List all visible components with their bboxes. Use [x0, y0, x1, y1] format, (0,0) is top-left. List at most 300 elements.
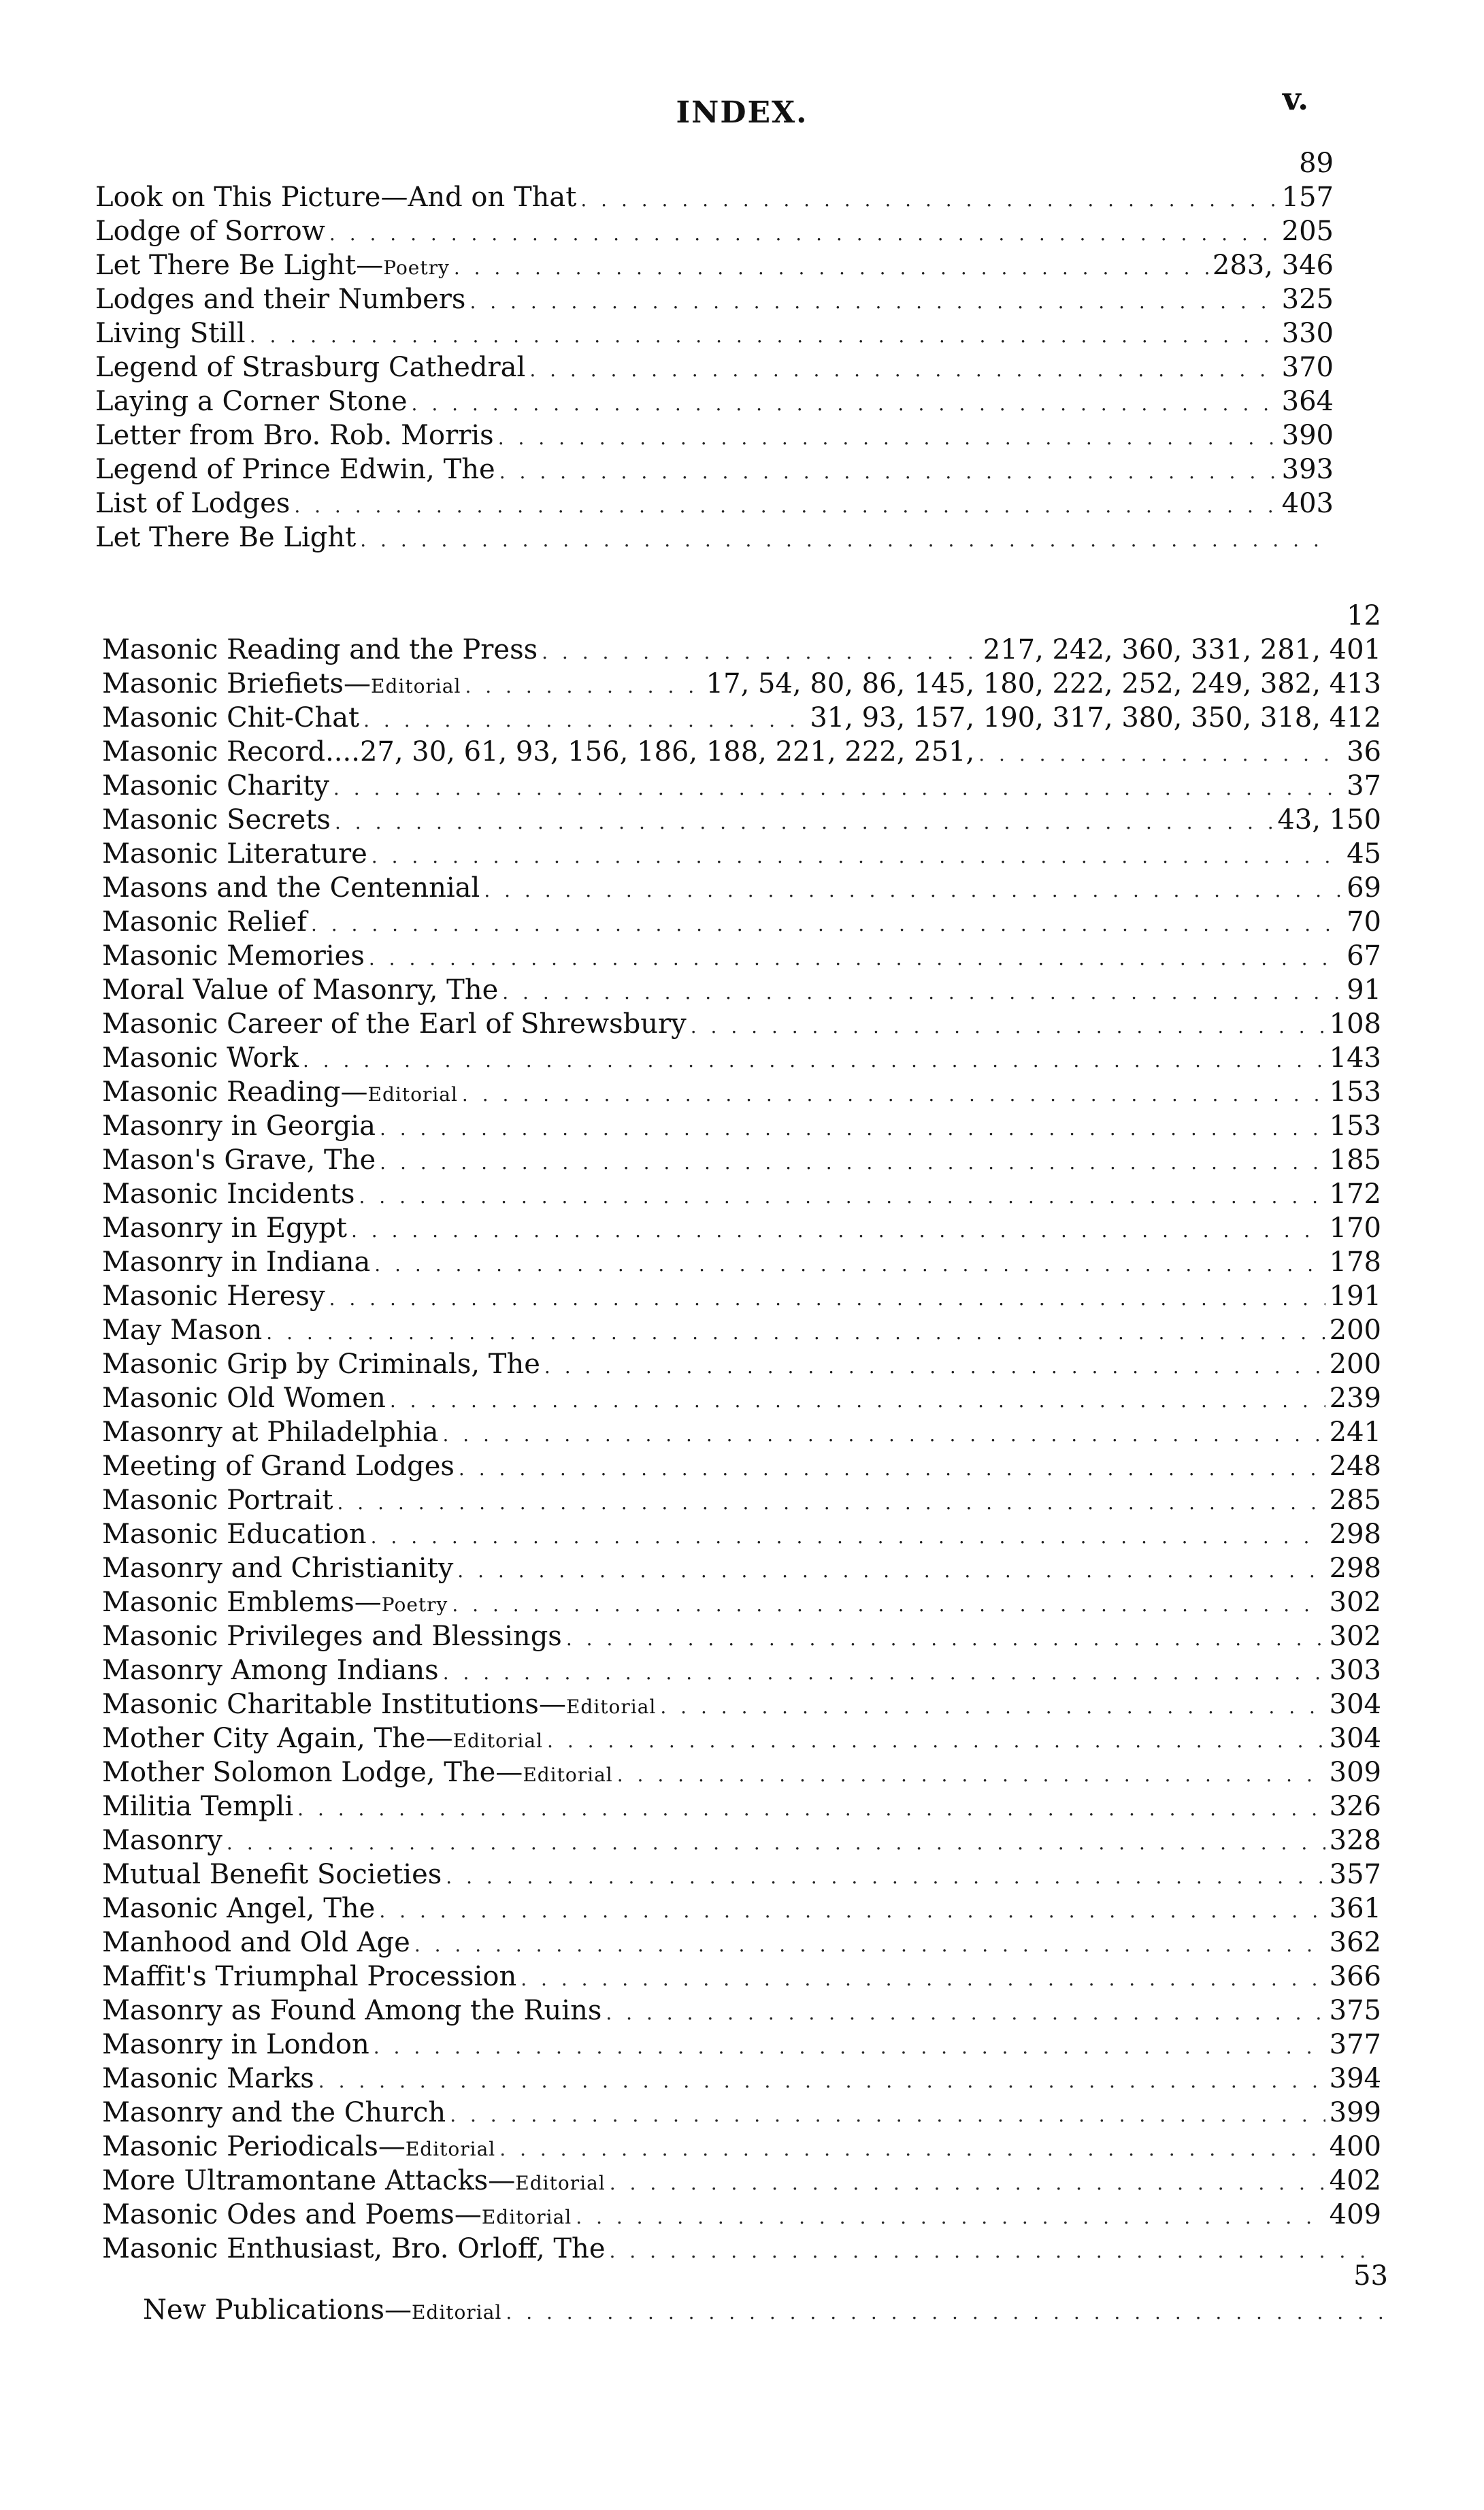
entry-title [102, 1517, 367, 1551]
entry-pages: 400 [1329, 2131, 1381, 2162]
index-entry [102, 1926, 1381, 1960]
entry-title-text: Masonic Incidents [102, 1178, 355, 1210]
entry-title-text: Legend of Prince Edwin, The [95, 454, 495, 485]
index-entry [102, 871, 1381, 905]
index-entry [102, 1755, 1381, 1789]
index-entry [102, 1245, 1381, 1279]
entry-title-text: Laying a Corner Stone [95, 386, 408, 417]
dot-leader [691, 1010, 1325, 1044]
entry-title [102, 1143, 376, 1177]
entry-title [102, 1041, 299, 1075]
dot-leader [414, 1928, 1325, 1962]
dot-leader [351, 1214, 1325, 1248]
entry-pages: 43, 150 [1277, 804, 1381, 836]
entry-pages: 298 [1329, 1553, 1381, 1584]
entry-tag: Editorial [371, 675, 461, 697]
dot-leader [529, 353, 1277, 387]
entry-tag: Poetry [383, 257, 450, 279]
entry-title [102, 1857, 442, 1892]
index-entry [95, 282, 1334, 316]
entry-title-text: Masonic Literature [102, 838, 367, 870]
entry-title-text: Maffit's Triumphal Procession [102, 1961, 517, 1992]
entry-title-text: Masonry as Found Among the Ruins [102, 1995, 602, 2026]
entry-title [102, 803, 331, 837]
entry-title-text: List of Lodges [95, 488, 291, 519]
entry-title-text: Masonic Grip by Criminals, The [102, 1349, 540, 1380]
index-entry [102, 769, 1381, 803]
index-entry [102, 1381, 1381, 1415]
index-entry [102, 735, 1381, 769]
index-entry [102, 1721, 1381, 1755]
index-entry [102, 633, 1381, 667]
index-entry [102, 1517, 1381, 1551]
dot-leader [454, 251, 1208, 285]
entry-title-text: Masonic Work [102, 1042, 299, 1074]
entry-title [102, 633, 538, 667]
entry-title-text: Masonic Heresy [102, 1281, 325, 1312]
entry-title-text: Masonry and Christianity [102, 1553, 454, 1584]
entry-title [102, 2164, 606, 2200]
index-entry [102, 1960, 1381, 1994]
entry-pages: 330 [1281, 318, 1334, 349]
entry-title [102, 1823, 222, 1857]
entry-tag: Editorial [452, 1730, 544, 1752]
dot-leader [374, 1248, 1325, 1282]
dot-leader [443, 1656, 1325, 1690]
index-entry [102, 803, 1381, 837]
index-entry [102, 1892, 1381, 1926]
index-entry [102, 1994, 1381, 2028]
page-title: INDEX. [676, 95, 808, 130]
entry-title [102, 1415, 438, 1449]
dot-leader [452, 1588, 1325, 1622]
entry-pages: 402 [1329, 2165, 1381, 2196]
entry-pages: 200 [1329, 1349, 1381, 1380]
dot-leader [576, 2200, 1325, 2234]
entry-title-text: New Publications— [143, 2294, 412, 2326]
entry-pages: 393 [1281, 454, 1334, 485]
entry-pages: 370 [1281, 352, 1334, 383]
entry-title [102, 1449, 455, 1483]
index-entry [102, 1415, 1381, 1449]
entry-title [102, 1075, 458, 1112]
entry-title [95, 418, 494, 452]
entry-title [95, 521, 356, 555]
entry-pages: 390 [1281, 420, 1334, 451]
entry-pages: 91 [1347, 974, 1381, 1006]
entry-pages: 241 [1329, 1417, 1381, 1448]
entry-pages: 304 [1329, 1723, 1381, 1754]
entry-tag: Editorial [523, 1764, 613, 1786]
entry-tag: Editorial [367, 1083, 458, 1106]
entry-pages: 285 [1329, 1485, 1381, 1516]
entry-pages: 303 [1329, 1655, 1381, 1686]
entry-title-text: Lodge of Sorrow [95, 216, 325, 247]
entry-pages: 239 [1329, 1383, 1381, 1414]
entry-title [102, 837, 367, 871]
dot-leader [521, 1962, 1325, 1996]
entry-title [102, 667, 461, 704]
dot-leader [457, 1554, 1325, 1588]
dot-leader [369, 942, 1342, 976]
dot-leader [498, 421, 1278, 455]
entry-pages: 205 [1281, 216, 1334, 247]
index-entry [95, 350, 1334, 384]
entry-title-text: Masonic Privileges and Blessings [102, 1621, 562, 1652]
entry-title-text: Let There Be Light— [95, 250, 384, 281]
index-entry [102, 1551, 1381, 1585]
entry-pages: 185 [1329, 1144, 1381, 1176]
entry-pages: 403 [1281, 488, 1334, 519]
entry-title-text: Masonry at Philadelphia [102, 1417, 439, 1448]
entry-title-text: Masonic Career of the Earl of Shrewsbury [102, 1008, 687, 1040]
entry-title-text: Mutual Benefit Societies [102, 1859, 442, 1890]
entry-title [143, 2293, 501, 2330]
dot-leader [544, 1350, 1325, 1384]
index-entry [102, 1687, 1381, 1721]
dot-leader [294, 489, 1277, 523]
index-entry [95, 316, 1334, 350]
index-entry [102, 2130, 1381, 2164]
entry-title [102, 735, 974, 769]
index-entry [95, 486, 1334, 521]
entry-title-text: Masonic Enthusiast, Bro. Orloff, The [102, 2233, 606, 2264]
dot-leader [412, 387, 1278, 421]
entry-pages: 69 [1347, 872, 1381, 904]
entry-title [102, 2028, 369, 2062]
dot-leader [335, 806, 1273, 840]
dot-leader [450, 2098, 1325, 2132]
entry-pages: 178 [1329, 1246, 1381, 1278]
index-entry [102, 1347, 1381, 1381]
entry-title-text: Masonic Emblems— [102, 1587, 382, 1618]
entry-title-text: Masonic Periodicals— [102, 2131, 406, 2162]
entry-title-text: Masonic Relief [102, 906, 307, 938]
entry-tag: Editorial [411, 2301, 502, 2324]
entry-title [102, 939, 365, 973]
dot-leader [359, 1180, 1325, 1214]
entry-title-text: Masonic Secrets [102, 804, 331, 836]
dot-leader [266, 1316, 1325, 1350]
entry-pages: 302 [1329, 1621, 1381, 1652]
index-entries [95, 180, 1334, 555]
section-first-page: 89 [1299, 148, 1334, 179]
entry-pages: 304 [1329, 1689, 1381, 1720]
entry-title [102, 769, 329, 803]
dot-leader [606, 1996, 1325, 2030]
entry-title [102, 1551, 453, 1585]
entry-title [102, 701, 359, 735]
index-entry [102, 1585, 1381, 1619]
entry-title [102, 1789, 293, 1823]
entry-title-text: Masons and the Centennial [102, 872, 480, 904]
entry-title [102, 2062, 314, 2096]
entry-title-text: Masonic Charitable Institutions— [102, 1689, 566, 1720]
entry-title [95, 180, 576, 214]
entry-pages: 298 [1329, 1519, 1381, 1550]
index-entry [102, 2198, 1381, 2232]
entry-title-text: Masonry in Indiana [102, 1246, 371, 1278]
index-entry [95, 384, 1334, 418]
entry-title-text: Look on This Picture—And on That [95, 182, 577, 213]
index-entry [102, 1143, 1381, 1177]
entry-pages: 248 [1329, 1451, 1381, 1482]
dot-leader [318, 2064, 1325, 2098]
index-entry [102, 2096, 1381, 2130]
entry-title-text: Militia Templi [102, 1791, 294, 1822]
dot-leader [329, 217, 1278, 251]
entry-title-text: Masonic Marks [102, 2063, 314, 2094]
section-first-page: 12 [1347, 600, 1381, 631]
entry-title-text: Mother Solomon Lodge, The— [102, 1757, 523, 1788]
entry-pages: 302 [1329, 1587, 1381, 1618]
dot-leader [371, 1520, 1325, 1554]
index-section-m [102, 599, 1381, 2266]
entry-pages: 67 [1347, 940, 1381, 972]
entry-title-text: Mason's Grave, The [102, 1144, 376, 1176]
dot-leader [446, 1860, 1325, 1894]
entry-title-text: Mother City Again, The— [102, 1723, 453, 1754]
entry-title-text: Masonry [102, 1825, 222, 1856]
dot-leader [250, 319, 1278, 353]
entry-title [102, 1313, 262, 1347]
entry-title [95, 384, 408, 418]
index-entry [102, 1313, 1381, 1347]
dot-leader [617, 1758, 1325, 1792]
entry-title-text: Manhood and Old Age [102, 1927, 410, 1958]
entry-title [102, 1483, 333, 1517]
index-entry [102, 1211, 1381, 1245]
entry-pages: 170 [1329, 1212, 1381, 1244]
entry-title [102, 871, 480, 905]
entry-pages: 394 [1329, 2063, 1381, 2094]
entry-title [102, 2198, 572, 2234]
index-entry [102, 1449, 1381, 1483]
entry-title-text: Masonry in London [102, 2029, 369, 2060]
dot-leader [660, 1690, 1325, 1724]
entry-pages: 17, 54, 80, 86, 145, 180, 222, 252, 249, 382, 413 [706, 668, 1381, 699]
index-entry [102, 1177, 1381, 1211]
entry-pages: 375 [1329, 1995, 1381, 2026]
entry-title-text: Masonic Odes and Poems— [102, 2199, 482, 2230]
index-entry [102, 1109, 1381, 1143]
entry-pages: 357 [1329, 1859, 1381, 1890]
entry-pages: 309 [1329, 1757, 1381, 1788]
index-entry [102, 939, 1381, 973]
entry-title [102, 973, 498, 1007]
entry-title-text: Let There Be Light [95, 522, 357, 553]
index-entry [102, 2164, 1381, 2198]
entry-tag: Editorial [515, 2172, 606, 2194]
dot-leader [372, 840, 1342, 874]
dot-leader [506, 2296, 1384, 2330]
index-entry [95, 248, 1334, 282]
entry-title [102, 905, 307, 939]
entry-title-text: Masonic Angel, The [102, 1893, 376, 1924]
entry-title-text: Masonic Chit-Chat [102, 702, 360, 733]
dot-leader [363, 704, 806, 738]
entry-title-text: Lodges and their Numbers [95, 284, 466, 315]
index-entry [102, 1653, 1381, 1687]
entry-title [102, 1926, 410, 1960]
dot-leader [459, 1452, 1325, 1486]
entry-title-text: Masonic Old Women [102, 1383, 386, 1414]
entry-title-text: Moral Value of Masonry, The [102, 974, 499, 1006]
entry-pages: 409 [1329, 2199, 1381, 2230]
entry-pages: 377 [1329, 2029, 1381, 2060]
entry-pages: 153 [1329, 1076, 1381, 1108]
index-entry [102, 1279, 1381, 1313]
entry-title [95, 282, 465, 316]
entry-title [102, 1279, 325, 1313]
dot-leader [610, 2166, 1325, 2200]
entry-pages: 172 [1329, 1178, 1381, 1210]
entry-title-text: Masonry and the Church [102, 2097, 446, 2128]
dot-leader [542, 635, 979, 670]
dot-leader [484, 874, 1342, 908]
entry-title-text: Masonic Portrait [102, 1485, 333, 1516]
dot-leader [227, 1826, 1325, 1860]
entry-pages: 283, 346 [1212, 250, 1334, 281]
index-entry [102, 2062, 1381, 2096]
index-entry [102, 973, 1381, 1007]
index-entry [102, 837, 1381, 871]
entry-title-text: Masonry in Georgia [102, 1110, 376, 1142]
index-section-n [143, 2259, 1388, 2327]
entry-title-text: Masonic Briefiets— [102, 668, 372, 699]
entry-title-text: Masonry Among Indians [102, 1655, 439, 1686]
dot-leader [580, 183, 1277, 217]
dot-leader [303, 1044, 1325, 1078]
dot-leader [311, 908, 1342, 942]
entry-title-text: Masonic Memories [102, 940, 365, 972]
entry-pages: 362 [1329, 1927, 1381, 1958]
entry-pages: 157 [1281, 182, 1334, 213]
index-entry [102, 1619, 1381, 1653]
entry-title-text: Legend of Strasburg Cathedral [95, 352, 526, 383]
entry-title [102, 1994, 601, 2028]
entry-title [102, 1687, 656, 1724]
entry-title [102, 1109, 376, 1143]
entry-title-text: Masonic Reading and the Press [102, 634, 538, 665]
entry-pages: 217, 242, 360, 331, 281, 401 [983, 634, 1381, 665]
entry-pages: 325 [1281, 284, 1334, 315]
entry-pages: 361 [1329, 1893, 1381, 1924]
index-section-l [95, 146, 1334, 555]
index-entry [95, 452, 1334, 486]
entry-title [102, 1619, 562, 1653]
section-first-page: 53 [1353, 2260, 1388, 2292]
entry-pages: 143 [1329, 1042, 1381, 1074]
entry-title [102, 1245, 370, 1279]
entry-title [102, 2096, 446, 2130]
dot-leader [502, 976, 1342, 1010]
dot-leader [379, 1894, 1325, 1928]
entry-title [95, 316, 246, 350]
index-entry [102, 701, 1381, 735]
dot-leader [380, 1146, 1325, 1180]
entry-tag: Editorial [565, 1696, 657, 1718]
entry-title [95, 248, 450, 285]
entry-title-text: Meeting of Grand Lodges [102, 1451, 455, 1482]
index-entry [102, 1075, 1381, 1109]
index-entry [95, 521, 1334, 555]
dot-leader [297, 1792, 1325, 1826]
entry-pages: 191 [1329, 1281, 1381, 1312]
index-entry [102, 1483, 1381, 1517]
dot-leader [465, 670, 702, 704]
entry-title [102, 1347, 540, 1381]
dot-leader [469, 285, 1277, 319]
entry-pages: 36 [1347, 736, 1381, 767]
entry-title [102, 1653, 439, 1687]
entry-title-text: Masonry in Egypt [102, 1212, 347, 1244]
dot-leader [329, 1282, 1325, 1316]
entry-title [102, 1721, 543, 1758]
index-entry [102, 905, 1381, 939]
dot-leader [360, 523, 1330, 557]
entry-title [102, 1211, 347, 1245]
entry-pages: 153 [1329, 1110, 1381, 1142]
index-entry [95, 418, 1334, 452]
entry-title [95, 350, 525, 384]
entry-pages: 108 [1329, 1008, 1381, 1040]
entry-pages: 328 [1329, 1825, 1381, 1856]
dot-leader [337, 1486, 1325, 1520]
dot-leader [499, 2132, 1325, 2166]
index-entry [102, 667, 1381, 701]
dot-leader [462, 1078, 1325, 1112]
index-entry [143, 2293, 1388, 2327]
entry-title [102, 1177, 354, 1211]
entry-title [102, 1381, 386, 1415]
dot-leader [390, 1384, 1325, 1418]
index-entry [95, 180, 1334, 214]
dot-leader [566, 1622, 1325, 1656]
index-entries [102, 633, 1381, 2266]
index-entry [102, 1789, 1381, 1823]
entry-title-text: Masonic Education [102, 1519, 367, 1550]
index-entries [143, 2293, 1388, 2327]
entry-pages: 326 [1329, 1791, 1381, 1822]
dot-leader [333, 772, 1342, 806]
entry-pages: 364 [1281, 386, 1334, 417]
entry-pages: 31, 93, 157, 190, 317, 380, 350, 318, 412 [810, 702, 1381, 733]
dot-leader [499, 455, 1278, 489]
entry-title-text: Living Still [95, 318, 246, 349]
entry-pages: 200 [1329, 1315, 1381, 1346]
dot-leader [442, 1418, 1325, 1452]
index-entry [102, 1041, 1381, 1075]
entry-title-text: Masonic Reading— [102, 1076, 368, 1108]
entry-pages: 70 [1347, 906, 1381, 938]
entry-title [102, 1960, 516, 1994]
dot-leader [547, 1724, 1325, 1758]
entry-pages: 45 [1347, 838, 1381, 870]
entry-tag: Editorial [481, 2206, 572, 2228]
dot-leader [374, 2030, 1325, 2064]
entry-pages: 399 [1329, 2097, 1381, 2128]
entry-pages: 366 [1329, 1961, 1381, 1992]
entry-title [102, 2130, 495, 2166]
entry-title [95, 214, 325, 248]
index-entry [102, 1857, 1381, 1892]
entry-title-text: Letter from Bro. Rob. Morris [95, 420, 494, 451]
entry-title-text: Masonic Record....27, 30, 61, 93, 156, 186, 188, 221, 222, 251, [102, 736, 975, 767]
dot-leader [380, 1112, 1325, 1146]
index-entry [102, 1007, 1381, 1041]
entry-title-text: More Ultramontane Attacks— [102, 2165, 516, 2196]
